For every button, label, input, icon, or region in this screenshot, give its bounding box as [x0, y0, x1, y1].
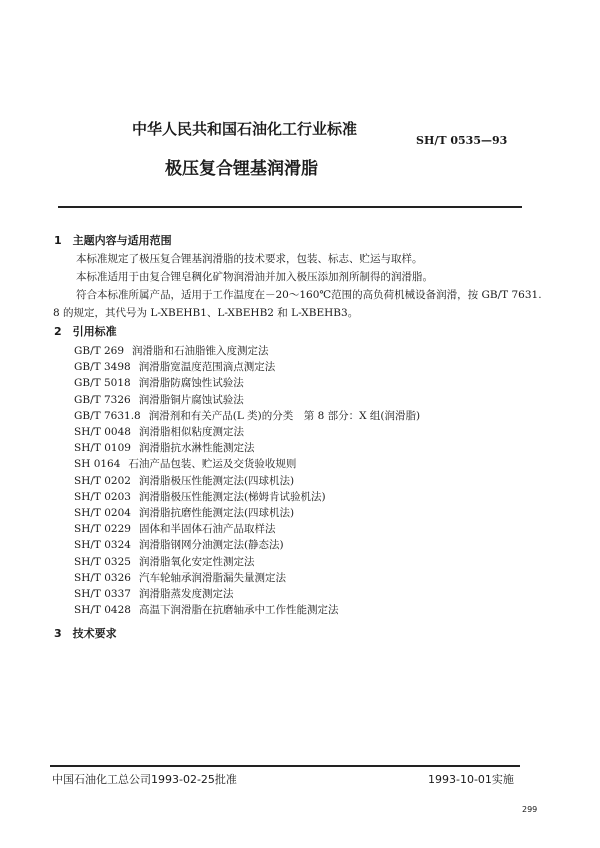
- reference-code: GB/T 7326: [74, 393, 131, 406]
- reference-item: [74, 408, 420, 423]
- reference-title: 润滑脂钢网分油测定法(静态法): [138, 539, 284, 552]
- issuer-heading: 中华人民共和国石油化工行业标准: [132, 120, 358, 138]
- reference-title: 石油产品包装、贮运及交货验收规则: [128, 458, 297, 471]
- reference-title: 润滑脂宽温度范围滴点测定法: [138, 361, 276, 374]
- paragraph: 本标准适用于由复合锂皂稠化矿物润滑油并加入极压添加剂所制得的润滑脂。: [76, 271, 433, 283]
- reference-code: SH/T 0048: [74, 426, 131, 438]
- reference-item: [74, 489, 326, 504]
- reference-code: SH/T 0325: [74, 555, 131, 568]
- section-3-heading: 3 技术要求: [54, 627, 117, 640]
- reference-code: SH/T 0326: [74, 571, 131, 584]
- reference-title: 润滑脂极压性能测定法(四球机法): [138, 474, 295, 487]
- section-2-heading: 2 引用标准: [54, 325, 117, 338]
- header-rule: [58, 206, 522, 208]
- footer-rule: [50, 765, 520, 767]
- reference-code: SH/T 0337: [74, 588, 131, 600]
- reference-code: SH/T 0202: [74, 474, 131, 487]
- reference-item: [74, 343, 269, 358]
- reference-code: SH/T 0109: [74, 442, 131, 455]
- reference-item: [74, 456, 296, 471]
- reference-item: [74, 505, 294, 520]
- reference-item: [74, 440, 254, 455]
- reference-item: [74, 537, 284, 552]
- reference-code: SH/T 0428: [74, 604, 131, 617]
- reference-code: SH/T 0324: [74, 539, 131, 552]
- reference-code: SH/T 0204: [74, 507, 131, 519]
- reference-title: 润滑剂和有关产品(L 类)的分类 第 8 部分：X 组(润滑脂): [148, 409, 421, 422]
- reference-code: GB/T 7631.8: [74, 409, 141, 422]
- reference-code: SH/T 0203: [74, 490, 131, 503]
- reference-item: [74, 473, 294, 488]
- reference-code: GB/T 269: [74, 345, 125, 357]
- reference-title: 固体和半固体石油产品取样法: [138, 523, 276, 536]
- reference-item: [74, 392, 244, 407]
- page-number: 299: [522, 805, 538, 814]
- reference-item: [74, 602, 338, 617]
- reference-title: 润滑脂和石油脂锥入度测定法: [132, 345, 269, 357]
- document-title: 极压复合锂基润滑脂: [165, 159, 318, 179]
- reference-title: 高温下润滑脂在抗磨轴承中工作性能测定法: [138, 604, 339, 617]
- section-1-heading: 1 主题内容与适用范围: [54, 234, 172, 247]
- reference-title: 润滑脂抗磨性能测定法(四球机法): [138, 507, 295, 519]
- reference-title: 汽车轮轴承润滑脂漏失量测定法: [138, 571, 286, 584]
- reference-item: [74, 570, 286, 585]
- reference-title: 润滑脂氧化安定性测定法: [138, 555, 255, 568]
- reference-item: [74, 375, 244, 390]
- standard-number: SH/T 0535—93: [416, 134, 508, 147]
- reference-code: GB/T 3498: [74, 361, 131, 374]
- reference-item: [74, 586, 233, 601]
- reference-title: 润滑脂防腐蚀性试验法: [138, 377, 244, 390]
- reference-code: SH 0164: [74, 458, 121, 471]
- paragraph: 本标准规定了极压复合锂基润滑脂的技术要求，包装、标志、贮运与取样。: [76, 253, 423, 265]
- approval-date: 中国石油化工总公司1993-02-25批准: [52, 773, 237, 786]
- reference-item: [74, 554, 254, 569]
- reference-item: [74, 521, 275, 536]
- reference-title: 润滑脂抗水淋性能测定法: [138, 442, 255, 455]
- reference-title: 润滑脂蒸发度测定法: [138, 588, 234, 600]
- paragraph: 符合本标准所属产品，适用于工作温度在－20～160℃范围的高负荷机械设备润滑，按 GB/T 7631.: [76, 289, 542, 301]
- paragraph: 8 的规定，其代号为 L-XBEHB1、L-XBEHB2 和 L-XBEHB3。: [53, 307, 359, 319]
- reference-title: 润滑脂相似粘度测定法: [138, 426, 244, 438]
- reference-code: GB/T 5018: [74, 377, 131, 390]
- reference-item: [74, 424, 244, 439]
- effective-date: 1993-10-01实施: [428, 773, 514, 786]
- reference-title: 润滑脂铜片腐蚀试验法: [138, 393, 244, 406]
- reference-code: SH/T 0229: [74, 523, 131, 536]
- reference-item: [74, 359, 275, 374]
- reference-title: 润滑脂极压性能测定法(梯姆肯试验机法): [138, 490, 326, 503]
